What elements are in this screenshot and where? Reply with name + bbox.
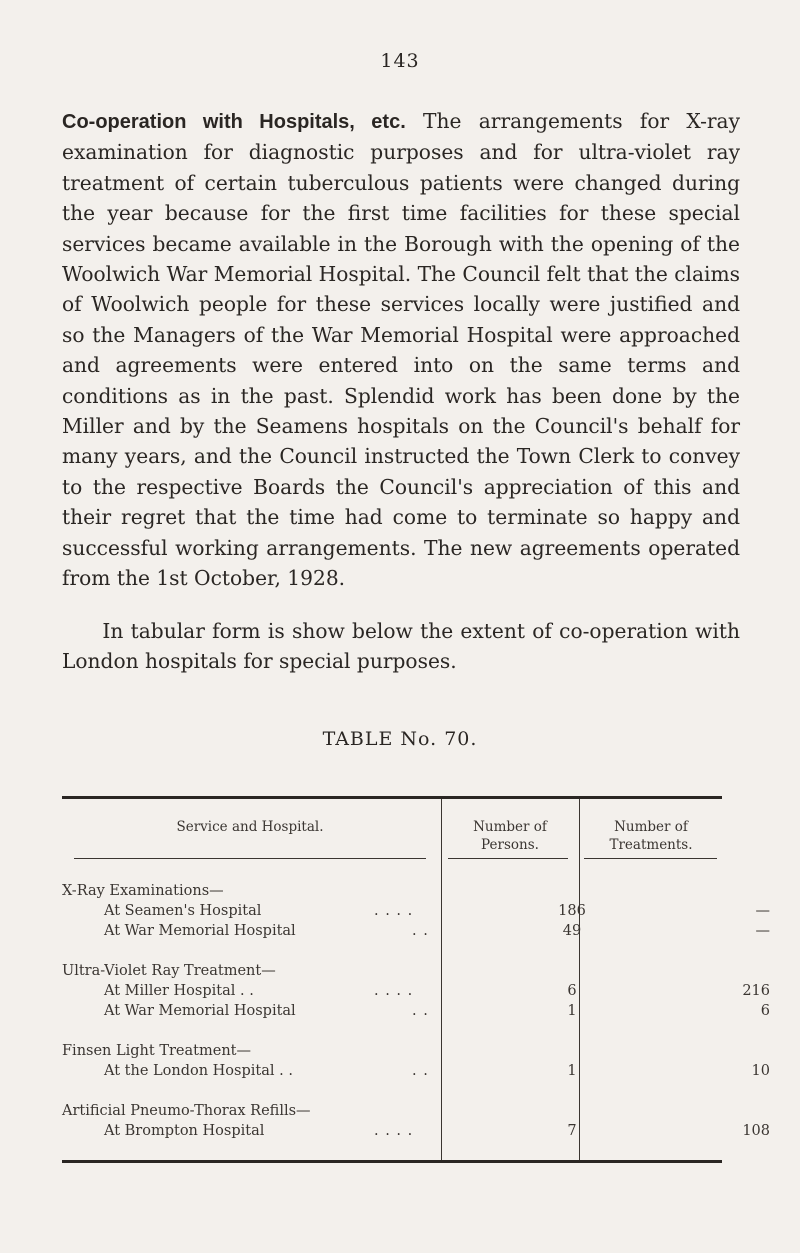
leader-dots: . . . .	[374, 903, 414, 919]
group-label: X-Ray Examinations—	[62, 883, 224, 899]
cooperation-paragraph	[62, 106, 740, 594]
leader-dots: . . . .	[374, 1123, 414, 1139]
group-label: Ultra-Violet Ray Treatment—	[62, 963, 276, 979]
group-heading	[62, 881, 722, 901]
persons-value: 6	[567, 983, 577, 999]
treatments-value: 10	[751, 1063, 770, 1079]
header-underline	[584, 858, 717, 859]
table-title: TABLE No. 70.	[322, 728, 478, 750]
tabular-intro-paragraph: In tabular form is show below the extent of co-operation with London hospitals for special purposes.	[62, 619, 740, 674]
table-row	[62, 1121, 770, 1141]
row-label: At Brompton Hospital	[104, 1123, 265, 1139]
leader-dots: . .	[412, 923, 429, 939]
page-number: 143	[380, 50, 420, 72]
table-top-rule	[62, 796, 722, 799]
row-label: At War Memorial Hospital	[104, 923, 296, 939]
section-heading: Co-operation with Hospitals, etc.	[62, 111, 406, 133]
table-row	[62, 981, 770, 1001]
group-heading	[62, 961, 722, 981]
persons-value: 49	[562, 923, 582, 939]
treatments-value: 216	[742, 983, 770, 999]
table-row	[62, 1001, 770, 1021]
persons-value: 7	[567, 1123, 577, 1139]
table-row	[62, 901, 770, 921]
table-row	[62, 1061, 770, 1081]
row-label: At the London Hospital . .	[104, 1063, 293, 1079]
treatments-value: 6	[760, 1003, 770, 1019]
persons-value: 186	[558, 903, 586, 919]
row-label: At Seamen's Hospital	[104, 903, 262, 919]
treatments-value: 108	[742, 1123, 770, 1139]
group-label: Finsen Light Treatment—	[62, 1043, 251, 1059]
header-persons: Number of Persons.	[473, 819, 547, 853]
leader-dots: . . . .	[374, 983, 414, 999]
treatments-value: —	[755, 923, 770, 939]
table-row	[62, 921, 770, 941]
persons-value: 1	[567, 1063, 577, 1079]
table-bottom-rule	[62, 1160, 722, 1163]
header-treatments: Number of Treatments.	[609, 819, 693, 853]
persons-value: 1	[567, 1003, 577, 1019]
cooperation-paragraph-text: The arrangements for X-ray examination for diagnostic purposes and for ultra-violet ray treatment of certain tuberculous patients were changed during the year because for the first time facilities for these special services became available in the Borough with the opening of the Woolwich War Memorial Hospital. The Council felt that the claims of Woolwich people for these services locally were justified and so the Managers of the War Memorial Hospital were approached and agreements were entered into on the same terms and conditions as in the past. Splendid work has been done by the Miller and by the Seamens hospitals on the Council's behalf for many years, and the Council instructed the Town Clerk to convey to the respective Boards the Council's appreciation of this and their regret that the time had come to terminate so happy and successful working arrangements. The new agreements operated from the 1st October, 1928.	[62, 109, 740, 591]
header-underline	[74, 858, 426, 859]
group-label: Artificial Pneumo-Thorax Refills—	[62, 1103, 311, 1119]
row-label: At War Memorial Hospital	[104, 1003, 296, 1019]
row-label: At Miller Hospital . .	[104, 983, 254, 999]
leader-dots: . .	[412, 1063, 429, 1079]
group-heading	[62, 1041, 722, 1061]
header-service: Service and Hospital.	[176, 819, 324, 835]
header-underline	[448, 858, 568, 859]
group-heading	[62, 1101, 722, 1121]
leader-dots: . .	[412, 1003, 429, 1019]
treatments-value: —	[755, 903, 770, 919]
